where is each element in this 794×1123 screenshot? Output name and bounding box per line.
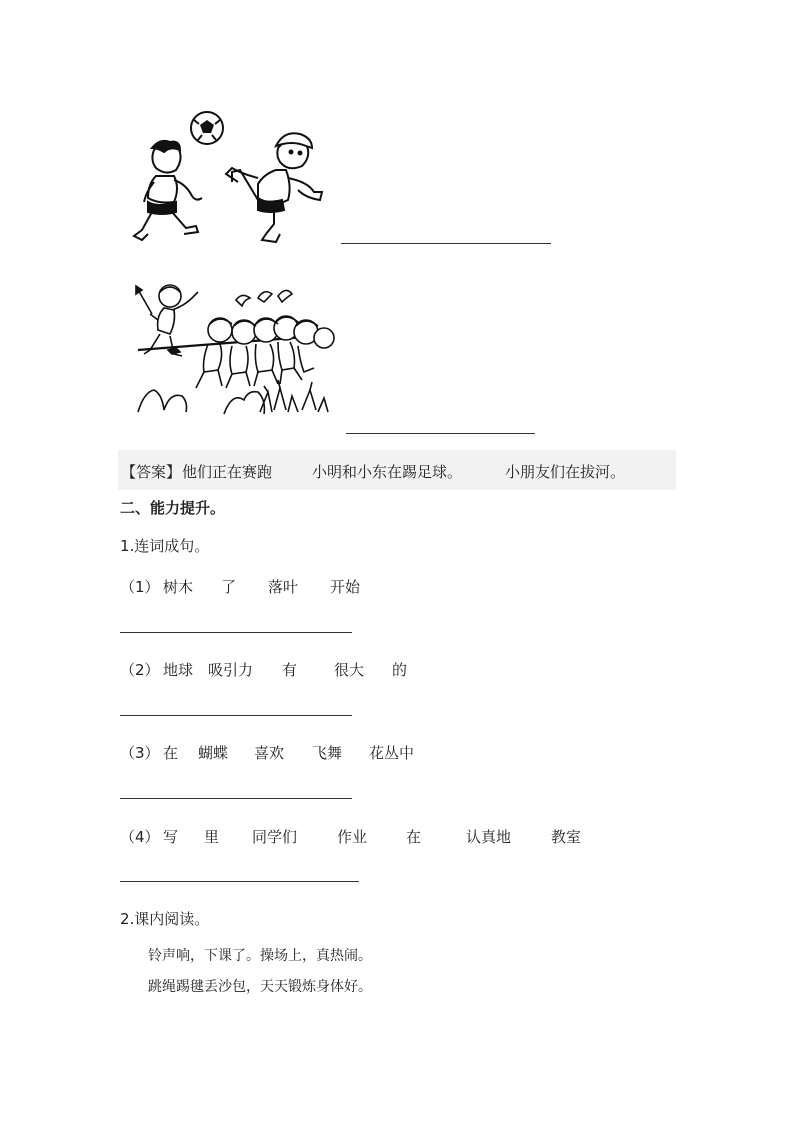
word-chip: 的 bbox=[392, 661, 408, 679]
boy-running-icon bbox=[134, 141, 202, 240]
word-chip: 在 bbox=[406, 828, 422, 846]
word-chip: 开始 bbox=[330, 578, 361, 596]
word-chip: 作业 bbox=[337, 828, 368, 846]
word-chip: 落叶 bbox=[268, 578, 299, 596]
passage-line-1: 铃声响，下课了。操场上，真热闹。 bbox=[148, 948, 372, 964]
section-title: 二、能力提升。 bbox=[120, 499, 226, 517]
passage-line-2: 跳绳踢毽丢沙包，天天锻炼身体好。 bbox=[148, 979, 372, 995]
write-line-3[interactable] bbox=[120, 798, 352, 799]
word-chip: 吸引力 bbox=[208, 661, 254, 679]
answer-part-1: 他们正在赛跑 bbox=[182, 463, 273, 481]
word-chip: 同学们 bbox=[252, 828, 298, 846]
q1-title: 1.连词成句。 bbox=[120, 537, 210, 555]
bushes-icon bbox=[138, 380, 328, 414]
word-chip: 里 bbox=[204, 828, 220, 846]
answer-part-3: 小朋友们在拔河。 bbox=[505, 463, 626, 481]
word-chip: 了 bbox=[221, 578, 237, 596]
word-chip: 树木 bbox=[163, 578, 194, 596]
answer-line-2 bbox=[346, 433, 535, 434]
word-chip: 很大 bbox=[334, 661, 365, 679]
q1-item-4 bbox=[120, 826, 160, 847]
q1-item-1 bbox=[120, 576, 160, 597]
football-illustration bbox=[128, 108, 343, 248]
item-number: （1） bbox=[120, 578, 160, 596]
birds-icon bbox=[236, 290, 292, 306]
boy-kicking-icon bbox=[226, 133, 322, 242]
item-number: （4） bbox=[120, 828, 160, 846]
answer-line-1 bbox=[341, 243, 551, 244]
word-chip: 飞舞 bbox=[312, 744, 343, 762]
write-line-2[interactable] bbox=[120, 715, 352, 716]
soccer-ball-icon bbox=[191, 112, 223, 144]
word-chip: 教室 bbox=[551, 828, 582, 846]
word-chip: 写 bbox=[163, 828, 179, 846]
item-number: （2） bbox=[120, 661, 160, 679]
word-chip: 地球 bbox=[163, 661, 194, 679]
q2-title: 2.课内阅读。 bbox=[120, 910, 210, 928]
word-chip: 花丛中 bbox=[369, 744, 415, 762]
word-chip: 有 bbox=[282, 661, 298, 679]
q1-item-2 bbox=[120, 659, 160, 680]
write-line-1[interactable] bbox=[120, 632, 352, 633]
write-line-4[interactable] bbox=[120, 881, 359, 882]
word-chip: 在 bbox=[163, 744, 179, 762]
q1-item-3 bbox=[120, 742, 160, 763]
tug-of-war-illustration bbox=[128, 280, 343, 420]
answer-label: 【答案】 bbox=[121, 463, 182, 481]
word-chip: 认真地 bbox=[466, 828, 512, 846]
children-team-icon bbox=[196, 316, 334, 388]
item-number: （3） bbox=[120, 744, 160, 762]
word-chip: 喜欢 bbox=[254, 744, 285, 762]
answer-part-2: 小明和小东在踢足球。 bbox=[312, 463, 463, 481]
word-chip: 蝴蝶 bbox=[198, 744, 229, 762]
